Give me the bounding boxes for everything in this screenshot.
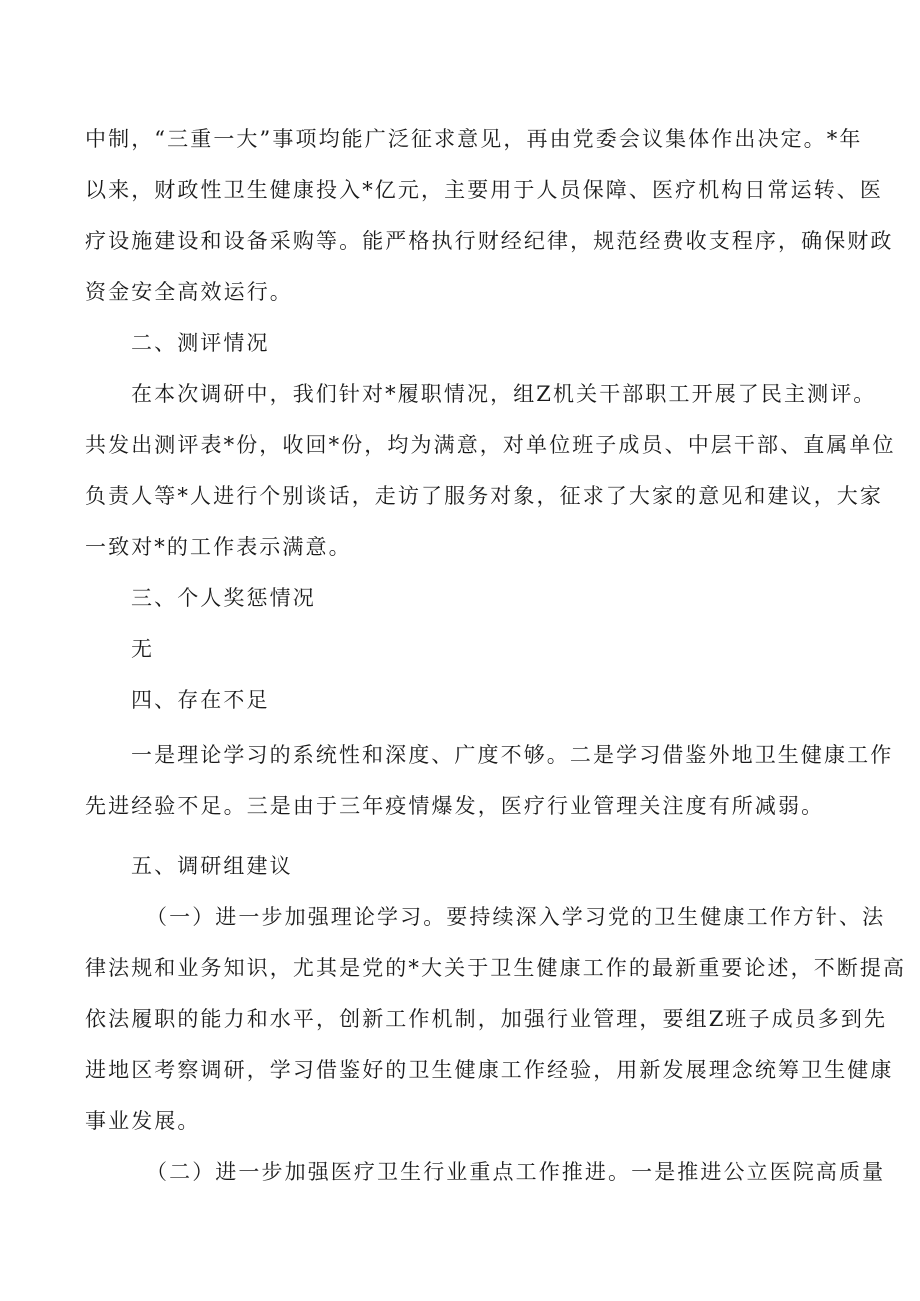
paragraph-line: 无	[131, 637, 155, 661]
paragraph-line: 负责人等*人进行个别谈话，走访了服务对象，征求了大家的意见和建议，大家	[85, 484, 883, 508]
paragraph-line: 疗设施建设和设备采购等。能严格执行财经纪律，规范经费收支程序，确保财政	[85, 229, 894, 253]
paragraph-line: 一是理论学习的系统性和深度、广度不够。二是学习借鉴外地卫生健康工作	[131, 743, 894, 767]
paragraph-line: 共发出测评表*份，收回*份，均为满意，对单位班子成员、中层干部、直属单位	[85, 433, 896, 457]
paragraph-line: 以来，财政性卫生健康投入*亿元，主要用于人员保障、医疗机构日常运转、医	[85, 178, 883, 202]
section-heading-shortcomings: 四、存在不足	[131, 688, 270, 712]
paragraph-line: 中制，“三重一大”事项均能广泛征求意见，再由党委会议集体作出决定。*年	[85, 127, 863, 151]
section-heading-suggestions: 五、调研组建议	[131, 854, 293, 878]
paragraph-line: 事业发展。	[85, 1109, 201, 1133]
paragraph-line: 一致对*的工作表示满意。	[85, 535, 352, 559]
paragraph-line: 律法规和业务知识，尤其是党的*大关于卫生健康工作的最新重要论述，不断提高	[85, 956, 907, 980]
paragraph-line: 依法履职的能力和水平，创新工作机制，加强行业管理，要组Z班子成员多到先	[85, 1007, 888, 1031]
section-heading-evaluation: 二、测评情况	[131, 331, 270, 355]
paragraph-line: 进地区考察调研，学习借鉴好的卫生健康工作经验，用新发展理念统筹卫生健康	[85, 1058, 894, 1082]
paragraph-line: 在本次调研中，我们针对*履职情况，组Z机关干部职工开展了民主测评。	[131, 382, 877, 406]
paragraph-line: 资金安全高效运行。	[85, 280, 293, 304]
section-heading-rewards: 三、个人奖惩情况	[131, 586, 316, 610]
paragraph-line: （二）进一步加强医疗卫生行业重点工作推进。一是推进公立医院高质量	[146, 1160, 886, 1184]
paragraph-line: （一）进一步加强理论学习。要持续深入学习党的卫生健康工作方针、法	[146, 905, 886, 929]
paragraph-line: 先进经验不足。三是由于三年疫情爆发，医疗行业管理关注度有所减弱。	[85, 794, 825, 818]
